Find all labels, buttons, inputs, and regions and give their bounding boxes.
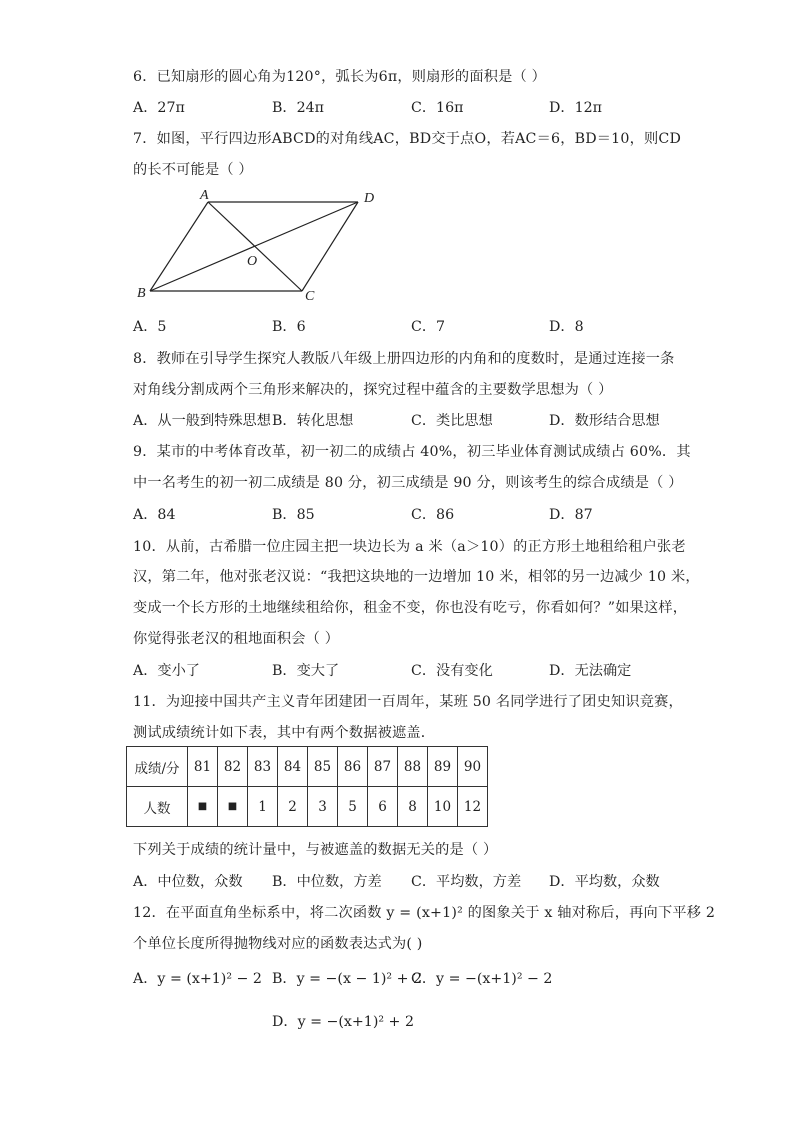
q12-stem-line1: 12．在平面直角坐标系中，将二次函数 y = (x+1)² 的图象关于 x 轴对称后，再向下平移 2 (133, 905, 716, 921)
vertex-a-label: A (200, 188, 209, 203)
q7-stem-line1: 7．如图，平行四边形ABCD的对角线AC，BD交于点O，若AC＝6，BD＝10，则CD (133, 131, 682, 147)
side-ab (150, 202, 208, 291)
q8-option-d: D．数形结合思想 (549, 413, 660, 429)
q7-option-d: D．8 (549, 319, 584, 335)
q9-stem-line2: 中一名考生的初一初二成绩是 80 分，初三成绩是 90 分，则该考生的综合成绩是（ ） (133, 475, 683, 491)
masked-cell: ■ (218, 787, 248, 827)
table-row (127, 787, 488, 827)
q9-option-b: B．85 (272, 507, 315, 523)
table-cell: 89 (428, 747, 458, 787)
q8-stem-line2: 对角线分割成两个三角形来解决的，探究过程中蕴含的主要数学思想为（ ） (133, 382, 613, 398)
q10-stem-line2: 汉，第二年，他对张老汉说：“我把这块地的一边增加 10 米，相邻的另一边减少 10 米， (133, 569, 700, 585)
q10-stem-line4: 你觉得张老汉的租地面积会（ ） (133, 631, 340, 647)
table-cell: 86 (338, 747, 368, 787)
q6-option-a: A．27π (133, 100, 185, 116)
table-row-header: 成绩/分 (127, 747, 188, 787)
q7-option-c: C．7 (411, 319, 446, 335)
q7-option-a: A．5 (133, 319, 167, 335)
diagonal-bd (150, 202, 358, 291)
vertex-c-label: C (305, 289, 315, 304)
table-cell: 8 (398, 787, 428, 827)
q12-option-b: B．y = −(x − 1)² + 2 (272, 971, 423, 987)
table-cell: 6 (368, 787, 398, 827)
q8-option-b: B．转化思想 (272, 413, 354, 429)
table-cell: 5 (338, 787, 368, 827)
q6-stem: 6．已知扇形的圆心角为120°，弧长为6π，则扇形的面积是（ ） (133, 69, 546, 85)
q11-stem-line1: 11．为迎接中国共产主义青年团建团一百周年，某班 50 名同学进行了团史知识竞赛， (133, 694, 683, 710)
q7-option-b: B．6 (272, 319, 306, 335)
parallelogram-figure (128, 185, 398, 305)
q8-stem-line1: 8．教师在引导学生探究人教版八年级上册四边形的内角和的度数时，是通过连接一条 (133, 351, 675, 367)
table-cell: 12 (458, 787, 488, 827)
score-table (126, 746, 488, 827)
q11-stem-line3: 下列关于成绩的统计量中，与被遮盖的数据无关的是（ ） (133, 842, 498, 858)
q10-option-c: C．没有变化 (411, 663, 493, 679)
table-cell: 82 (218, 747, 248, 787)
table-cell: 87 (368, 747, 398, 787)
q10-option-a: A．变小了 (133, 663, 200, 679)
table-cell: 88 (398, 747, 428, 787)
q10-option-d: D．无法确定 (549, 663, 632, 679)
table-cell: 83 (248, 747, 278, 787)
table-cell: 10 (428, 787, 458, 827)
table-cell: 3 (308, 787, 338, 827)
table-cell: 85 (308, 747, 338, 787)
q11-option-c: C．平均数，方差 (411, 874, 522, 890)
q12-option-a: A．y = (x+1)² − 2 (133, 971, 262, 987)
q6-option-b: B．24π (272, 100, 324, 116)
table-row (127, 747, 488, 787)
table-row-header: 人数 (127, 787, 188, 827)
q10-stem-line3: 变成一个长方形的土地继续租给你，租金不变，你也没有吃亏，你看如何？”如果这样， (133, 600, 688, 616)
q8-option-c: C．类比思想 (411, 413, 493, 429)
q12-stem-line2: 个单位长度所得抛物线对应的函数表达式为( ) (133, 936, 423, 952)
q6-option-d: D．12π (549, 100, 602, 116)
q7-stem-line2: 的长不可能是（ ） (133, 162, 253, 178)
q11-option-d: D．平均数，众数 (549, 874, 660, 890)
q11-option-b: B．中位数，方差 (272, 874, 382, 890)
q10-stem-line1: 10．从前，古希腊一位庄园主把一块边长为 a 米（a＞10）的正方形土地租给租户张老 (133, 539, 686, 555)
table-cell: 81 (188, 747, 218, 787)
q9-option-a: A．84 (133, 507, 176, 523)
table-cell: 90 (458, 747, 488, 787)
side-dc (302, 202, 358, 291)
q12-option-c: C．y = −(x+1)² − 2 (411, 971, 553, 987)
q11-stem-line2: 测试成绩统计如下表，其中有两个数据被遮盖． (133, 725, 436, 741)
vertex-d-label: D (364, 191, 375, 206)
table-cell: 1 (248, 787, 278, 827)
vertex-b-label: B (137, 286, 146, 301)
q8-option-a: A．从一般到特殊思想 (133, 413, 271, 429)
q9-option-c: C．86 (411, 507, 455, 523)
q9-option-d: D．87 (549, 507, 593, 523)
q10-option-b: B．变大了 (272, 663, 340, 679)
masked-cell: ■ (188, 787, 218, 827)
q6-option-c: C．16π (411, 100, 464, 116)
q9-stem-line1: 9．某市的中考体育改革，初一初二的成绩占 40%，初三毕业体育测试成绩占 60%．其 (133, 444, 691, 460)
q12-option-d: D．y = −(x+1)² + 2 (272, 1014, 414, 1030)
table-cell: 2 (278, 787, 308, 827)
q11-option-a: A．中位数，众数 (133, 874, 243, 890)
table-cell: 84 (278, 747, 308, 787)
point-o-label: O (247, 254, 258, 269)
